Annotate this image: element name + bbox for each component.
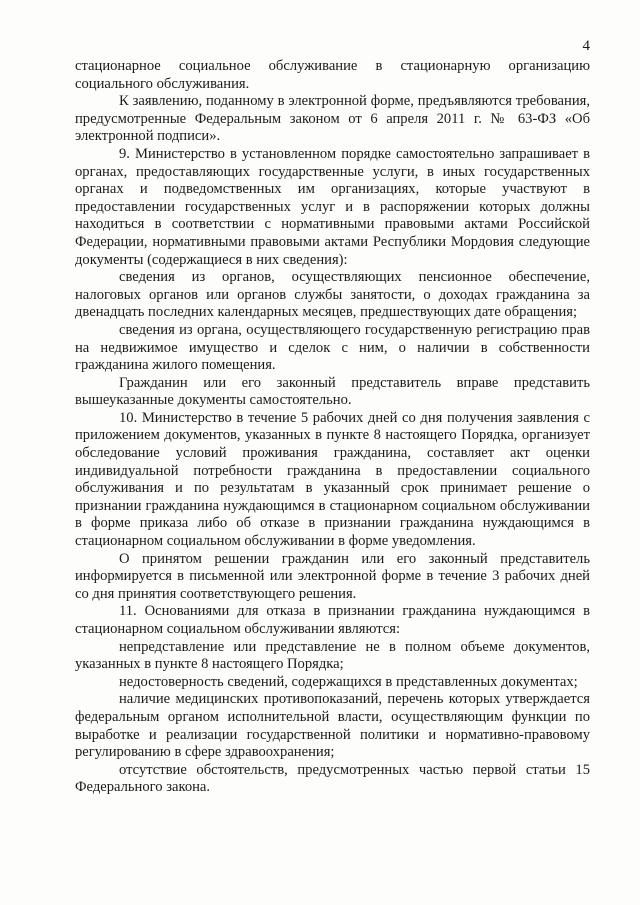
paragraph-decision-notice: О принятом решении гражданин или его законный представитель информируется в письменной или электронной форме в течение 3 рабочих дней со дня принятия соответствующего решения. xyxy=(75,550,590,602)
paragraph-continuation: стационарное социальное обслуживание в стационарную организацию социального обслуживания. xyxy=(75,58,590,92)
paragraph-item-10: 10. Министерство в течение 5 рабочих дней со дня получения заявления с приложением документов, указанных в пункте 8 настоящего Порядка, организует обследование условий проживания гражданина, составляет акт оценки индивидуальной потребности гражданина в предоставлении социального обслуживания и по результатам в указанный срок принимает решение о признании гражданина нуждающимся в стационарном социальном обслуживании в форме приказа либо об отказе в признании гражданина нуждающимся в стационарном социальном обслуживании в форме уведомления. xyxy=(75,409,590,550)
paragraph-item-11: 11. Основаниями для отказа в признании гражданина нуждающимся в стационарном социальном обслуживании являются: xyxy=(75,603,590,637)
paragraph-electronic-signature: К заявлению, поданному в электронной форме, предъявляются требования, предусмотренные Федеральным законом от 6 апреля 2011 г. № 63-ФЗ «Об электронной подписи». xyxy=(75,93,590,145)
paragraph-refusal-no-grounds: отсутствие обстоятельств, предусмотренных частью первой статьи 15 Федерального закона. xyxy=(75,761,590,796)
paragraph-refusal-medical: наличие медицинских противопоказаний, перечень которых утверждается федеральным органом исполнительной власти, осуществляющим функции по выработке и реализации государственной политики и нормативно-правовому регулированию в сфере здравоохранения; xyxy=(75,691,590,761)
paragraph-item-9: 9. Министерство в установленном порядке самостоятельно запрашивает в органах, предоставляющих государственные услуги, в иных государственных органах и подведомственных им организациях, которые участвуют в предоставлении государственных услуг и в распоряжении которых должны находиться в соответствии с нормативными правовыми актами Российской Федерации, нормативными правовыми актами Республики Мордовия следующие документы (содержащиеся в них сведения): xyxy=(75,145,590,268)
paragraph-refusal-incomplete-docs: непредставление или представление не в полном объеме документов, указанных в пункте 8 настоящего Порядка; xyxy=(75,638,590,673)
document-body xyxy=(75,58,590,797)
paragraph-income-info: сведения из органов, осуществляющих пенсионное обеспечение, налоговых органов или органов службы занятости, о доходах гражданина за двенадцать последних календарных месяцев, предшествующих дате обращения; xyxy=(75,269,590,321)
paragraph-refusal-false-info: недостоверность сведений, содержащихся в представленных документах; xyxy=(119,673,578,690)
paragraph-self-submission: Гражданин или его законный представитель вправе представить вышеуказанные документы самостоятельно. xyxy=(75,374,590,409)
paragraph-property-info: сведения из органа, осуществляющего государственную регистрацию прав на недвижимое имущество и сделок с ним, о наличии в собственности гражданина жилого помещения. xyxy=(75,321,590,374)
page-number: 4 xyxy=(582,38,590,54)
